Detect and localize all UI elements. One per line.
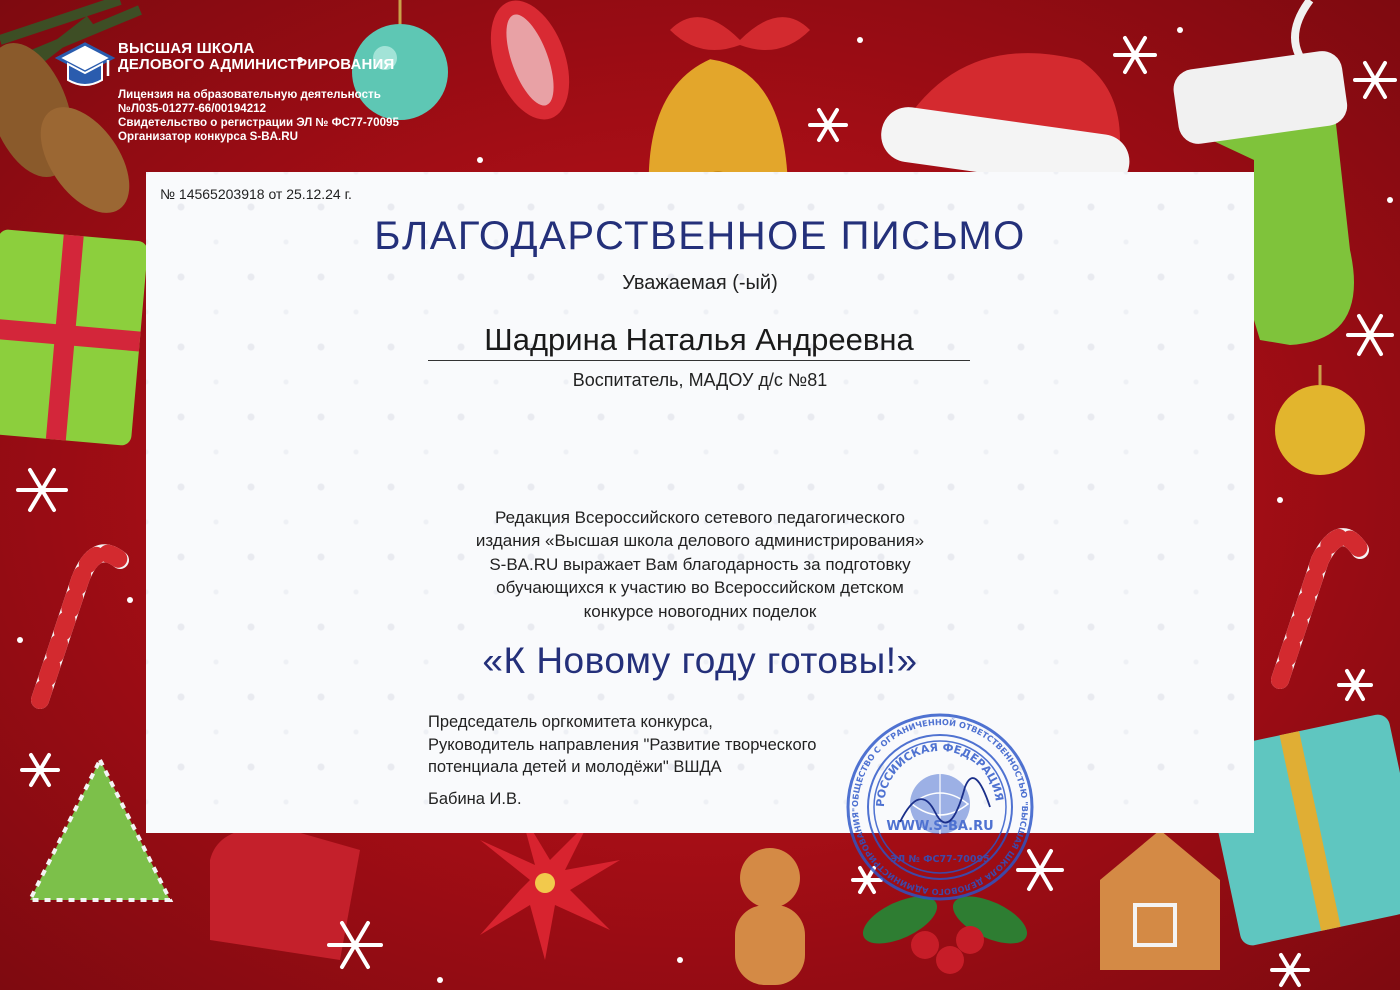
stamp-ring-text: ОБЩЕСТВО С ОГРАНИЧЕННОЙ ОТВЕТСТВЕННОСТЬЮ "ВЫСШАЯ ШКОЛА ДЕЛОВОГО АДМИНИСТРИРОВАНИЯ" (849, 716, 1031, 898)
license-number: №Л035-01277-66/00194212 (118, 102, 267, 115)
letter-body (376, 506, 1024, 623)
body-line: Редакция Всероссийского сетевого педагогического (495, 508, 905, 527)
organization-logo (54, 40, 474, 150)
official-stamp-seal (840, 712, 1040, 902)
stamp-reg: ЭЛ № ФС77-70095 (890, 854, 990, 865)
body-line: обучающихся к участию во Всероссийском детском (496, 578, 904, 598)
logo-title-line: ДЕЛОВОГО АДМИНИСТРИРОВАНИЯ (118, 56, 395, 73)
document-number: № 14565203918 от 25.12.24 г. (160, 186, 352, 202)
graduation-cap-logo-icon (54, 40, 116, 92)
logo-title-line: ВЫСШАЯ ШКОЛА (118, 40, 255, 57)
bulb-ornament-icon (476, 0, 584, 130)
signer-name: Бабина И.В. (428, 790, 522, 808)
contest-name: «К Новому году готовы!» (482, 640, 918, 681)
greeting: Уважаемая (-ый) (622, 272, 778, 294)
gingerbread-man-icon (735, 848, 805, 985)
logo-license-info (118, 88, 399, 144)
organizer-line: Организатор конкурса S-BA.RU (118, 130, 298, 143)
signer-line: потенциала детей и молодёжи" ВШДА (428, 758, 722, 776)
body-line: S-BA.RU выражает Вам благодарность за подготовку (489, 554, 911, 574)
signer-title (428, 711, 816, 779)
signer-line: Председатель оргкомитета конкурса, (428, 713, 713, 731)
recipient-name: Шадрина Наталья Андреевна (428, 322, 970, 361)
body-line: издания «Высшая школа делового администрирования» (475, 531, 925, 551)
body-line: конкурсе новогодних поделок (583, 601, 817, 621)
gold-ornament-icon (1275, 365, 1365, 475)
signer-line: Руководитель направления "Развитие творческого (428, 735, 817, 754)
recipient-position: Воспитатель, МАДОУ д/с №81 (572, 370, 828, 390)
letter-sheet (146, 172, 1254, 833)
logo-title (118, 41, 395, 73)
license-line: Лицензия на образовательную деятельность (118, 88, 381, 101)
registration-line: Свидетельство о регистрации ЭЛ № ФС77-70095 (118, 116, 399, 129)
gingerbread-house-icon (1100, 830, 1220, 970)
gift-box-icon (0, 229, 148, 446)
stamp-site: WWW.S-BA.RU (886, 819, 994, 834)
document-title: БЛАГОДАРСТВЕННОЕ ПИСЬМО (374, 214, 1026, 258)
mitten-icon (210, 828, 360, 960)
stamp-inner-text: РОССИЙСКАЯ ФЕДЕРАЦИЯ (873, 740, 1006, 808)
